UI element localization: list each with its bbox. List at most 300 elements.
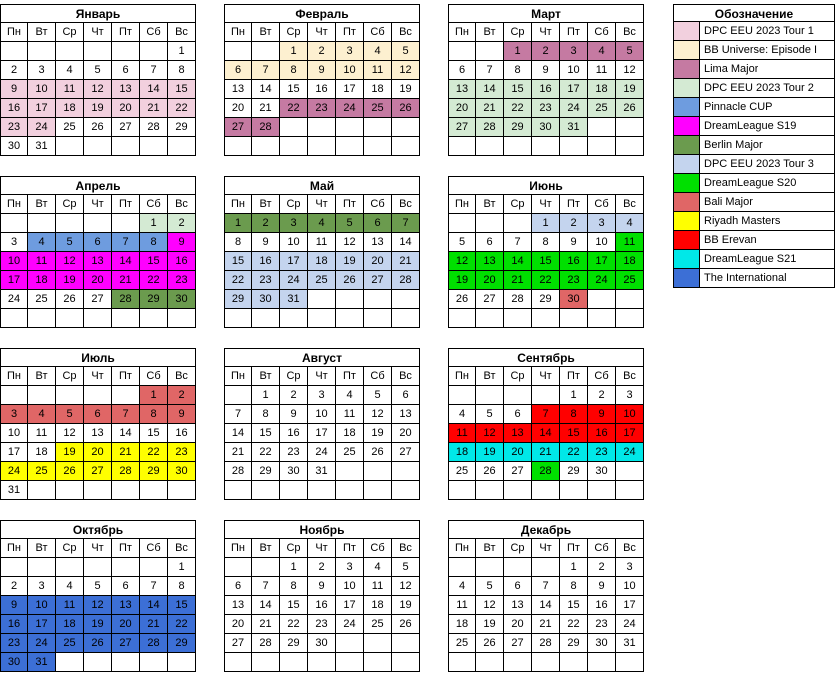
day-cell: 17 [308,424,336,443]
day-cell: 14 [252,596,280,615]
month-8 [224,348,420,500]
day-cell [476,137,504,156]
weekday-header [448,23,644,42]
day-cell: 27 [392,443,420,462]
day-cell [476,214,504,233]
weekday-label: Чт [84,539,112,558]
week-row [224,61,420,80]
day-cell: 21 [112,443,140,462]
day-cell: 20 [504,615,532,634]
day-cell: 26 [84,634,112,653]
day-cell: 11 [448,424,476,443]
day-cell [392,118,420,137]
weekday-label: Вс [392,367,420,386]
weekday-header [448,195,644,214]
week-row [224,634,420,653]
day-cell: 9 [532,61,560,80]
day-cell [560,653,588,672]
month-title: Февраль [224,4,420,23]
day-cell [532,137,560,156]
day-cell: 24 [280,271,308,290]
day-cell: 18 [28,271,56,290]
day-cell [56,653,84,672]
day-cell [140,42,168,61]
day-cell: 20 [448,99,476,118]
day-cell: 1 [280,42,308,61]
day-cell: 23 [588,443,616,462]
day-cell: 20 [112,615,140,634]
weekday-label: Ср [504,195,532,214]
legend-label: DPC EEU 2023 Tour 3 [704,158,814,170]
legend-label: DPC EEU 2023 Tour 1 [704,25,814,37]
day-cell: 23 [532,99,560,118]
day-cell [364,290,392,309]
day-cell: 19 [448,271,476,290]
day-cell [336,462,364,481]
day-cell: 8 [280,577,308,596]
week-row [448,405,644,424]
day-cell [392,290,420,309]
day-cell: 10 [588,233,616,252]
weekday-label: Пн [0,367,28,386]
weekday-label: Пн [448,539,476,558]
weekday-label: Пн [224,539,252,558]
day-cell: 18 [448,615,476,634]
weekday-label: Ср [504,367,532,386]
day-cell: 15 [280,80,308,99]
day-cell: 28 [140,118,168,137]
weekday-label: Пт [560,195,588,214]
day-cell: 26 [476,634,504,653]
day-cell [448,481,476,500]
day-cell: 19 [476,615,504,634]
day-cell: 17 [0,271,28,290]
day-cell [140,481,168,500]
week-row [224,214,420,233]
legend-label: Bali Major [704,196,753,208]
day-cell: 7 [504,233,532,252]
month-6 [448,176,644,328]
weekday-label: Ср [280,539,308,558]
day-cell: 1 [252,386,280,405]
day-cell: 2 [280,386,308,405]
day-cell [336,309,364,328]
weekday-label: Чт [84,195,112,214]
weekday-label: Чт [308,195,336,214]
weekday-label: Пт [560,539,588,558]
week-row [448,214,644,233]
day-cell [364,634,392,653]
day-cell: 11 [588,61,616,80]
legend-label: BB Erevan [704,234,757,246]
month-grid [224,539,420,672]
weekday-label: Сб [588,195,616,214]
legend-item [673,155,835,174]
day-cell [280,309,308,328]
day-cell [448,653,476,672]
day-cell: 16 [168,252,196,271]
day-cell: 9 [168,233,196,252]
day-cell: 29 [224,290,252,309]
legend-item [673,41,835,60]
legend-item [673,136,835,155]
week-row [224,137,420,156]
day-cell: 13 [504,424,532,443]
weekday-label: Вт [28,539,56,558]
day-cell [84,309,112,328]
day-cell: 25 [56,634,84,653]
week-row [448,290,644,309]
weekday-label: Пт [112,23,140,42]
weekday-header [0,23,196,42]
day-cell: 2 [252,214,280,233]
day-cell: 18 [364,596,392,615]
day-cell: 19 [392,596,420,615]
day-cell: 2 [588,386,616,405]
day-cell: 24 [28,118,56,137]
day-cell: 29 [560,634,588,653]
day-cell [336,118,364,137]
day-cell: 3 [280,214,308,233]
weekday-header [224,195,420,214]
day-cell [504,309,532,328]
month-title: Август [224,348,420,367]
day-cell: 20 [476,271,504,290]
weekday-label: Сб [588,539,616,558]
day-cell: 18 [588,80,616,99]
legend-label: Lima Major [704,63,759,75]
day-cell: 10 [616,577,644,596]
day-cell [448,214,476,233]
day-cell: 11 [28,252,56,271]
day-cell: 16 [308,596,336,615]
weekday-header [0,195,196,214]
weekday-header [0,367,196,386]
day-cell [112,481,140,500]
weekday-label: Вс [168,539,196,558]
day-cell: 31 [560,118,588,137]
day-cell: 28 [112,290,140,309]
day-cell [616,481,644,500]
weekday-label: Вт [476,367,504,386]
day-cell: 13 [392,405,420,424]
week-row [224,653,420,672]
day-cell [56,309,84,328]
day-cell: 12 [392,577,420,596]
week-row [448,634,644,653]
day-cell: 21 [476,99,504,118]
legend-label: DPC EEU 2023 Tour 2 [704,82,814,94]
legend-item [673,193,835,212]
day-cell [336,634,364,653]
day-cell: 15 [504,80,532,99]
weekday-label: Чт [308,23,336,42]
day-cell [224,137,252,156]
day-cell [28,386,56,405]
week-row [0,443,196,462]
day-cell: 29 [280,634,308,653]
day-cell: 26 [364,443,392,462]
legend-label: DreamLeague S19 [704,120,797,132]
weekday-label: Вс [392,23,420,42]
day-cell [504,137,532,156]
legend-item [673,250,835,269]
day-cell: 12 [448,252,476,271]
day-cell: 30 [168,462,196,481]
week-row [0,558,196,577]
day-cell: 15 [532,252,560,271]
day-cell: 14 [112,424,140,443]
week-row [0,42,196,61]
day-cell: 12 [84,596,112,615]
day-cell [560,481,588,500]
day-cell: 9 [0,596,28,615]
day-cell: 19 [476,443,504,462]
day-cell: 29 [252,462,280,481]
day-cell: 13 [84,424,112,443]
day-cell: 18 [28,443,56,462]
day-cell: 1 [560,558,588,577]
day-cell: 13 [476,252,504,271]
day-cell: 18 [364,80,392,99]
day-cell: 13 [224,80,252,99]
legend-label: Pinnacle CUP [704,101,773,113]
weekday-header [448,539,644,558]
day-cell: 25 [56,118,84,137]
day-cell: 31 [28,137,56,156]
week-row [448,118,644,137]
day-cell: 10 [336,61,364,80]
day-cell: 5 [392,558,420,577]
day-cell [84,481,112,500]
day-cell: 23 [168,271,196,290]
day-cell: 17 [616,596,644,615]
legend-swatch [674,193,700,211]
month-title: Сентябрь [448,348,644,367]
day-cell: 18 [616,252,644,271]
day-cell: 7 [140,61,168,80]
day-cell [336,481,364,500]
day-cell [308,653,336,672]
legend-item [673,269,835,288]
weekday-label: Вс [168,23,196,42]
day-cell: 22 [560,443,588,462]
month-grid [448,23,644,156]
day-cell: 14 [140,80,168,99]
weekday-label: Сб [588,23,616,42]
day-cell: 21 [140,615,168,634]
day-cell: 15 [224,252,252,271]
week-row [224,443,420,462]
day-cell: 31 [0,481,28,500]
day-cell: 27 [224,634,252,653]
weekday-label: Чт [532,539,560,558]
day-cell [616,653,644,672]
day-cell [504,653,532,672]
day-cell [224,309,252,328]
day-cell [280,481,308,500]
day-cell [476,653,504,672]
day-cell: 27 [84,462,112,481]
weekday-label: Сб [140,195,168,214]
day-cell [308,137,336,156]
day-cell: 23 [0,118,28,137]
day-cell: 6 [476,233,504,252]
day-cell [112,653,140,672]
day-cell: 28 [140,634,168,653]
day-cell: 24 [0,290,28,309]
day-cell: 1 [140,386,168,405]
day-cell [252,137,280,156]
day-cell: 11 [308,233,336,252]
weekday-label: Пн [224,23,252,42]
day-cell: 7 [224,405,252,424]
day-cell [476,309,504,328]
day-cell: 2 [168,386,196,405]
day-cell [0,42,28,61]
day-cell: 10 [336,577,364,596]
day-cell [252,42,280,61]
legend-item [673,22,835,41]
day-cell [336,653,364,672]
day-cell: 24 [616,615,644,634]
day-cell: 3 [560,42,588,61]
day-cell: 16 [308,80,336,99]
day-cell: 2 [168,214,196,233]
day-cell: 11 [56,80,84,99]
day-cell: 30 [308,634,336,653]
weekday-label: Сб [364,539,392,558]
day-cell: 2 [0,577,28,596]
week-row [224,577,420,596]
day-cell: 4 [308,214,336,233]
week-row [0,137,196,156]
month-grid [224,195,420,328]
week-row [448,233,644,252]
day-cell: 2 [308,42,336,61]
day-cell: 15 [280,596,308,615]
day-cell: 29 [168,118,196,137]
day-cell: 5 [476,577,504,596]
day-cell [504,386,532,405]
day-cell: 20 [364,252,392,271]
day-cell [140,309,168,328]
day-cell [168,309,196,328]
day-cell: 20 [84,271,112,290]
day-cell: 6 [112,61,140,80]
day-cell: 24 [336,99,364,118]
day-cell: 25 [364,99,392,118]
day-cell: 13 [448,80,476,99]
day-cell: 22 [140,443,168,462]
legend-swatch [674,98,700,116]
month-11 [224,520,420,672]
day-cell: 29 [140,290,168,309]
day-cell: 3 [336,558,364,577]
day-cell: 9 [280,405,308,424]
day-cell: 21 [504,271,532,290]
day-cell: 5 [84,61,112,80]
week-row [0,634,196,653]
week-row [448,577,644,596]
day-cell [168,137,196,156]
day-cell: 3 [308,386,336,405]
day-cell: 27 [448,118,476,137]
month-4 [0,176,196,328]
day-cell: 16 [0,99,28,118]
day-cell: 13 [112,80,140,99]
day-cell [252,481,280,500]
day-cell: 24 [0,462,28,481]
day-cell [364,653,392,672]
week-row [224,233,420,252]
day-cell [224,42,252,61]
day-cell [448,42,476,61]
day-cell [56,214,84,233]
day-cell: 6 [364,214,392,233]
day-cell: 18 [56,615,84,634]
day-cell: 9 [168,405,196,424]
day-cell: 3 [588,214,616,233]
month-grid [0,195,196,328]
day-cell [28,214,56,233]
day-cell: 8 [224,233,252,252]
day-cell: 17 [28,99,56,118]
day-cell: 5 [476,405,504,424]
day-cell [336,290,364,309]
legend-swatch [674,174,700,192]
day-cell [588,653,616,672]
day-cell [532,386,560,405]
day-cell [616,137,644,156]
week-row [0,653,196,672]
weekday-label: Чт [84,23,112,42]
day-cell [56,481,84,500]
day-cell: 14 [504,252,532,271]
day-cell: 21 [532,615,560,634]
week-row [224,118,420,137]
week-row [0,271,196,290]
day-cell: 30 [560,290,588,309]
day-cell: 6 [392,386,420,405]
day-cell: 4 [364,42,392,61]
day-cell: 26 [336,271,364,290]
weekday-label: Вс [616,539,644,558]
day-cell: 12 [84,80,112,99]
weekday-label: Пн [0,23,28,42]
month-1 [0,4,196,156]
weekday-label: Пт [112,539,140,558]
week-row [448,309,644,328]
legend [673,4,835,288]
month-title: Январь [0,4,196,23]
day-cell [0,309,28,328]
day-cell: 7 [532,577,560,596]
week-row [0,290,196,309]
month-title: Ноябрь [224,520,420,539]
day-cell: 29 [560,462,588,481]
day-cell: 17 [560,80,588,99]
day-cell: 22 [168,615,196,634]
day-cell [588,290,616,309]
day-cell [448,558,476,577]
day-cell: 19 [56,271,84,290]
day-cell: 21 [252,99,280,118]
day-cell [364,309,392,328]
day-cell: 9 [0,80,28,99]
day-cell: 10 [28,596,56,615]
day-cell [588,309,616,328]
